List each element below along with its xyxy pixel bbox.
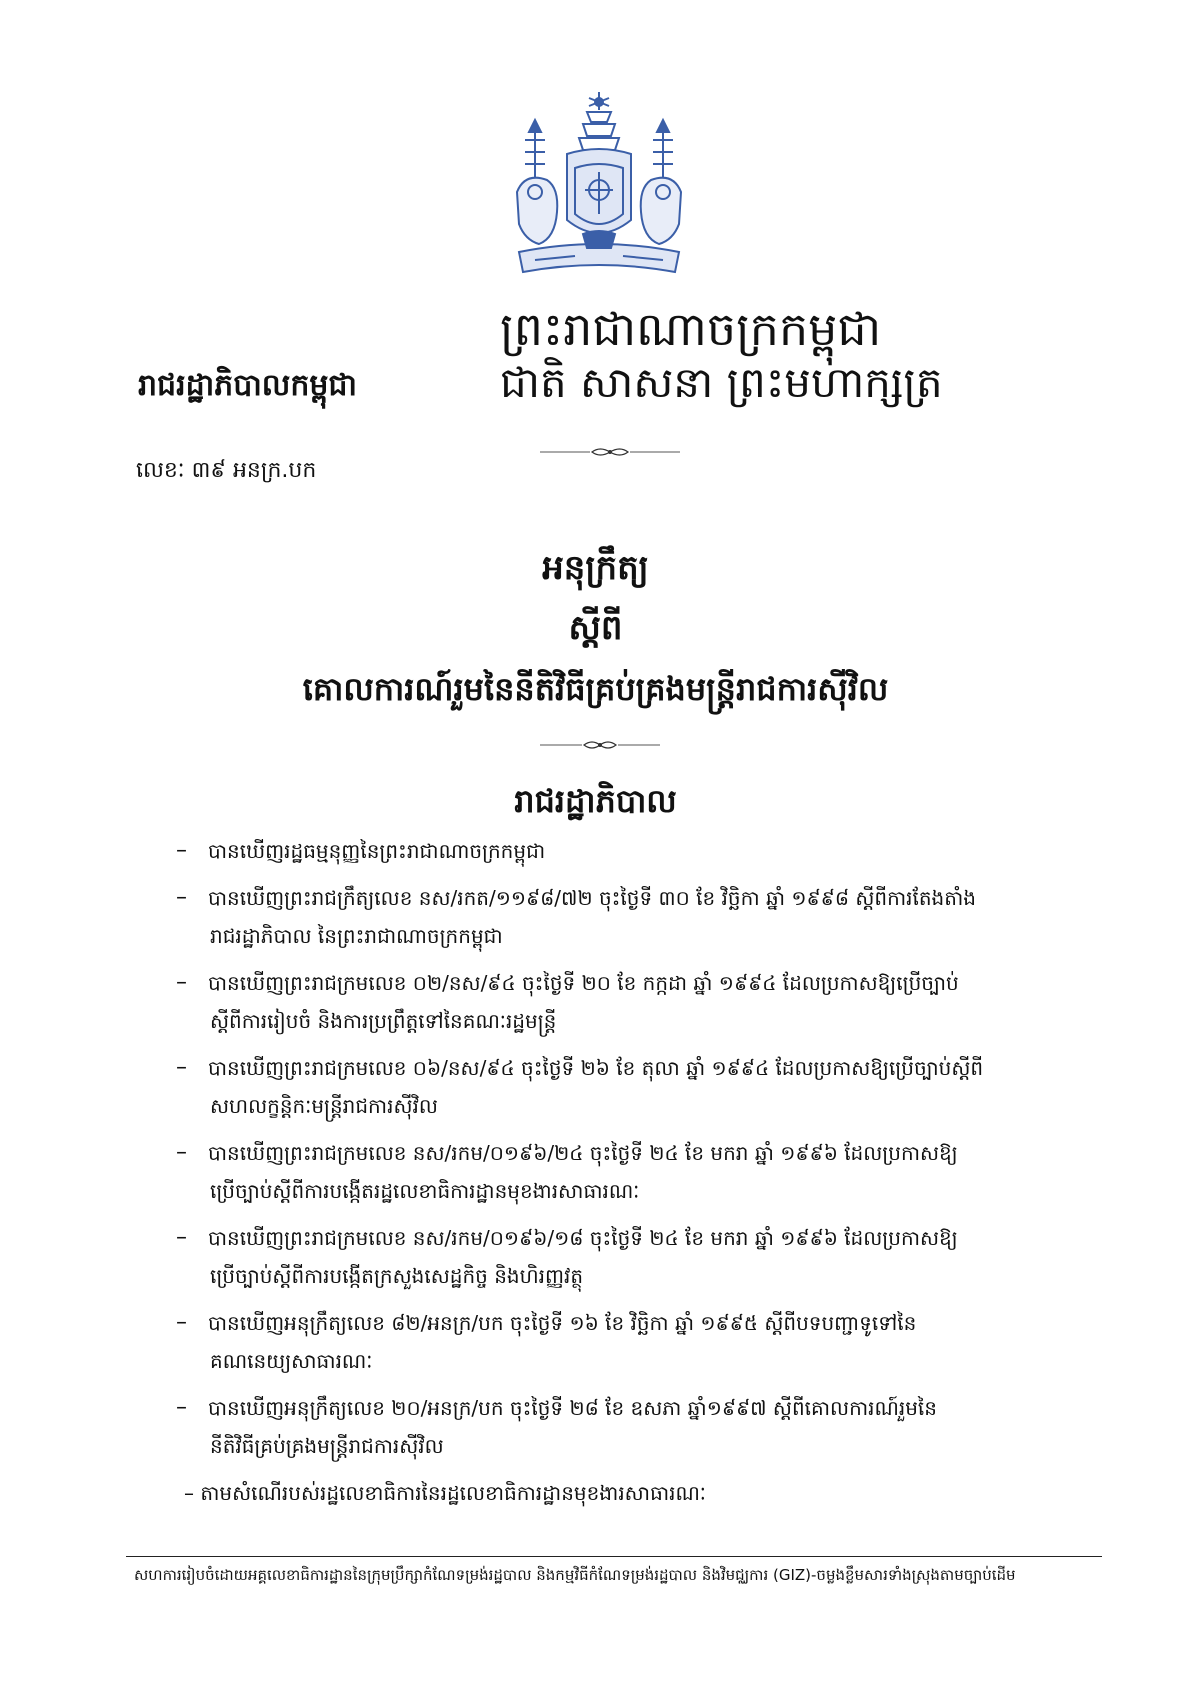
- national-motto: ជាតិ សាសនា ព្រះមហាក្សត្រ: [500, 358, 943, 407]
- list-item-continuation: ស្ដីពីការរៀបចំ និងការប្រព្រឹត្តទៅនៃគណៈរដ្ឋមន្ត្រី: [210, 1009, 557, 1033]
- list-item: [170, 832, 1070, 870]
- considerations-list: [170, 832, 1070, 1521]
- list-item: [170, 1304, 1070, 1380]
- list-item-line: បានឃើញអនុក្រឹត្យលេខ ២០/អនក្រ/បក ចុះថ្ងៃទី ២៨ ខែ ឧសភា ឆ្នាំ១៩៩៧ ស្ដីពីគោលការណ៍រួមនៃ: [208, 1396, 937, 1420]
- list-item: [170, 964, 1070, 1040]
- list-dash: –: [176, 838, 187, 863]
- list-item-line: បានឃើញព្រះរាជក្រមលេខ នស/រកម/០១៩៦/២៤ ចុះថ្ងៃទី ២៤ ខែ មករា ឆ្នាំ ១៩៩៦ ដែលប្រកាសឱ្យ: [208, 1141, 958, 1165]
- list-item-continuation: នីតិវិធីគ្រប់គ្រងមន្ត្រីរាជការស៊ីវិល: [210, 1434, 444, 1458]
- section-title: រាជរដ្ឋាភិបាល: [514, 782, 677, 820]
- document-title: គោលការណ៍រួមនៃនីតិវិធីគ្រប់គ្រងមន្ត្រីរាជការស៊ីវិល: [302, 670, 889, 708]
- list-item-continuation: គណនេយ្យសាធារណៈ: [210, 1349, 373, 1373]
- list-item-continuation: ប្រើច្បាប់ស្ដីពីការបង្កើតក្រសួងសេដ្ឋកិច្ច និងហិរញ្ញវត្ថុ: [210, 1264, 584, 1288]
- list-item-continuation: សហលក្ខន្តិកៈមន្ត្រីរាជការស៊ីវិល: [210, 1094, 438, 1118]
- list-item-continuation: ប្រើច្បាប់ស្ដីពីការបង្កើតរដ្ឋលេខាធិការដ្ឋានមុខងារសាធារណៈ: [210, 1179, 640, 1203]
- list-dash: –: [176, 1225, 187, 1250]
- list-dash: –: [176, 1140, 187, 1165]
- list-dash: –: [176, 885, 187, 910]
- footer-note: សហការរៀបចំដោយអគ្គលេខាធិការដ្ឋាននៃក្រុមប្រឹក្សាកំណែទម្រង់រដ្ឋបាល និងកម្មវិធីកំណែទម្រង់រដ្ឋបាល និងវិមជ្ឈការ (GIZ)-ចម្លងខ្លឹមសារទាំងស្រុងតាមច្បាប់ដើម: [134, 1566, 1016, 1584]
- list-item: [170, 1219, 1070, 1295]
- list-item-line: បានឃើញរដ្ឋធម្មនុញ្ញនៃព្រះរាជាណាចក្រកម្ពុជា: [208, 839, 546, 863]
- divider-ornament-icon: [540, 738, 660, 752]
- reference-number: លេខៈ ៣៩ អនក្រ.បក: [136, 458, 317, 483]
- divider-ornament-icon: [540, 445, 680, 459]
- list-item-line: បានឃើញព្រះរាជក្រឹត្យលេខ នស/រកត/១១៩៨/៧២ ចុះថ្ងៃទី ៣០ ខែ វិច្ឆិកា ឆ្នាំ ១៩៩៨ ស្ដីពីការតែងតាំង: [208, 886, 976, 910]
- kingdom-title: ព្រះរាជាណាចក្រកម្ពុជា: [500, 302, 882, 356]
- list-dash: –: [176, 970, 187, 995]
- list-item: [170, 879, 1070, 955]
- list-item-line: បានឃើញព្រះរាជក្រមលេខ ០២/នស/៩៤ ចុះថ្ងៃទី ២០ ខែ កក្កដា ឆ្នាំ ១៩៩៤ ដែលប្រកាសឱ្យប្រើច្បាប់: [208, 971, 959, 995]
- document-type: អនុក្រឹត្យ: [542, 548, 649, 588]
- list-item: [170, 1389, 1070, 1465]
- list-dash: –: [176, 1055, 187, 1080]
- list-dash: –: [176, 1310, 187, 1335]
- royal-emblem-icon: [495, 88, 703, 290]
- list-item-line: បានឃើញអនុក្រឹត្យលេខ ៨២/អនក្រ/បក ចុះថ្ងៃទី ១៦ ខែ វិច្ឆិកា ឆ្នាំ ១៩៩៥ ស្ដីពីបទបញ្ជាទូទៅនៃ: [208, 1311, 917, 1335]
- list-dash: –: [176, 1395, 187, 1420]
- royal-government-label: រាជរដ្ឋាភិបាលកម្ពុជា: [138, 368, 357, 403]
- list-item: [170, 1049, 1070, 1125]
- list-item-line: បានឃើញព្រះរាជក្រមលេខ នស/រកម/០១៩៦/១៨ ចុះថ្ងៃទី ២៤ ខែ មករា ឆ្នាំ ១៩៩៦ ដែលប្រកាសឱ្យ: [208, 1226, 958, 1250]
- footer-divider: [126, 1556, 1102, 1557]
- list-item-final: [170, 1474, 1070, 1512]
- list-item-line: – តាមសំណើរបស់រដ្ឋលេខាធិការនៃរដ្ឋលេខាធិការដ្ឋានមុខងារសាធារណៈ: [184, 1481, 706, 1505]
- list-item: [170, 1134, 1070, 1210]
- document-about: ស្ដីពី: [568, 608, 623, 648]
- list-item-line: បានឃើញព្រះរាជក្រមលេខ ០៦/នស/៩៤ ចុះថ្ងៃទី ២៦ ខែ តុលា ឆ្នាំ ១៩៩៤ ដែលប្រកាសឱ្យប្រើច្បាប់ស្ដីពី: [208, 1056, 984, 1080]
- list-item-continuation: រាជរដ្ឋាភិបាល នៃព្រះរាជាណាចក្រកម្ពុជា: [210, 924, 503, 948]
